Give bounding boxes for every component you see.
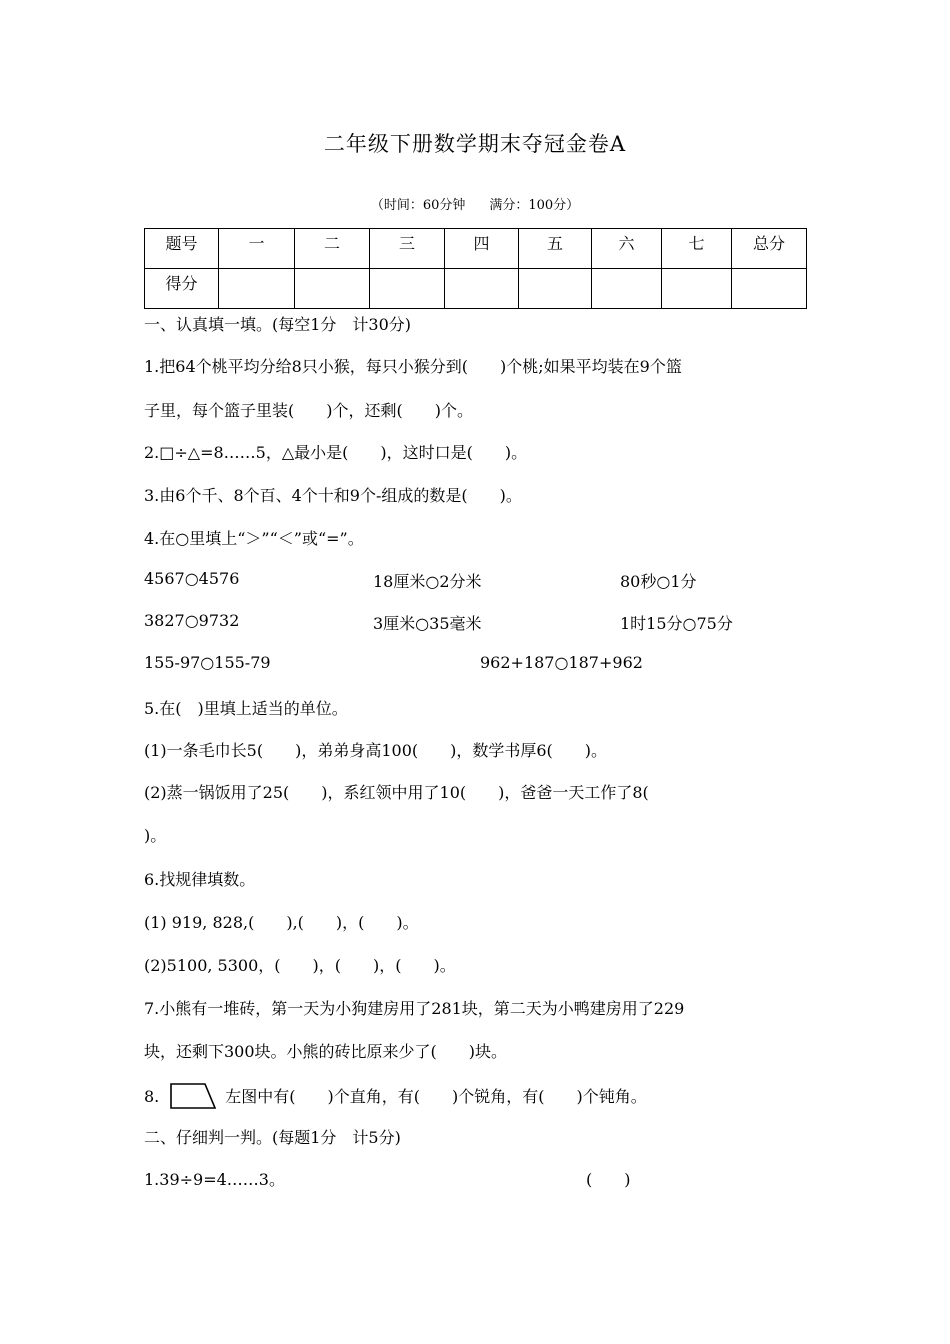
header-cell: 五 [519, 229, 592, 269]
question-1-line-1: 1.把64个桃平均分给8只小猴，每只小猴分到( )个桃;如果平均装在9个篮 [144, 357, 682, 376]
score-row-label: 得分 [145, 269, 219, 309]
full-score: 满分：100分） [489, 198, 580, 213]
section-2-heading: 二、仔细判一判。(每题1分 计5分) [144, 1128, 401, 1147]
header-cell: 四 [445, 229, 519, 269]
header-cell: 一 [219, 229, 295, 269]
score-cell[interactable] [370, 269, 445, 309]
question-6-part-2: (2)5100, 5300，( )，( )，( )。 [144, 956, 456, 975]
score-cell[interactable] [662, 269, 732, 309]
question-1-line-2: 子里，每个篮子里装( )个，还剩( )个。 [144, 401, 473, 420]
judge-1: 1.39÷9=4……3。 [144, 1170, 285, 1189]
header-cell: 六 [592, 229, 662, 269]
question-3: 3.由6个千、8个百、4个十和9个-组成的数是( )。 [144, 486, 522, 505]
compare-3-a: 155-97○155-79 [144, 653, 271, 672]
question-8-text: 左图中有( )个直角，有( )个锐角，有( )个钝角。 [225, 1087, 647, 1106]
compare-3-b: 962+187○187+962 [480, 653, 643, 672]
trapezoid-figure [169, 1082, 217, 1110]
question-5-part-1: (1)一条毛巾长5( )，弟弟身高100( )，数学书厚6( )。 [144, 741, 608, 760]
compare-1-a: 4567○4576 [144, 569, 240, 588]
question-5-part-2-end: )。 [144, 826, 167, 845]
score-header-row [145, 229, 807, 269]
score-cell[interactable] [445, 269, 519, 309]
header-cell: 总分 [732, 229, 807, 269]
section-1-heading: 一、认真填一填。(每空1分 计30分) [144, 315, 412, 334]
question-8-number: 8. [144, 1087, 160, 1106]
header-cell: 三 [370, 229, 445, 269]
judge-1-answer-parens[interactable]: ( ) [586, 1170, 631, 1189]
compare-2-c: 1时15分○75分 [620, 614, 733, 633]
question-2: 2.□÷△=8……5，△最小是( )，这时口是( )。 [144, 443, 528, 462]
score-row [145, 269, 807, 309]
header-cell: 七 [662, 229, 732, 269]
question-6: 6.找规律填数。 [144, 870, 256, 889]
score-cell[interactable] [519, 269, 592, 309]
compare-1-c: 80秒○1分 [620, 572, 697, 591]
header-cell: 题号 [145, 229, 219, 269]
question-8 [144, 1082, 647, 1110]
score-cell[interactable] [592, 269, 662, 309]
question-5: 5.在( )里填上适当的单位。 [144, 699, 348, 718]
question-7-line-1: 7.小熊有一堆砖，第一天为小狗建房用了281块，第二天为小鸭建房用了229 [144, 999, 685, 1018]
score-cell[interactable] [295, 269, 370, 309]
question-6-part-1: (1) 919, 828,( ),( )，( )。 [144, 913, 419, 932]
compare-1-b: 18厘米○2分米 [373, 572, 482, 591]
score-table [144, 228, 807, 309]
question-4: 4.在○里填上“＞”“＜”或“=”。 [144, 529, 364, 548]
compare-2-a: 3827○9732 [144, 611, 240, 630]
page-title: 二年级下册数学期末夺冠金卷A [323, 132, 627, 156]
question-7-line-2: 块，还剩下300块。小熊的砖比原来少了( )块。 [144, 1042, 508, 1061]
header-cell: 二 [295, 229, 370, 269]
time-limit: （时间：60分钟 [370, 198, 466, 213]
score-cell[interactable] [219, 269, 295, 309]
exam-info [0, 194, 950, 213]
compare-2-b: 3厘米○35毫米 [373, 614, 482, 633]
question-5-part-2: (2)蒸一锅饭用了25( )，系红领中用了10( )，爸爸一天工作了8( [144, 783, 649, 802]
score-cell[interactable] [732, 269, 807, 309]
